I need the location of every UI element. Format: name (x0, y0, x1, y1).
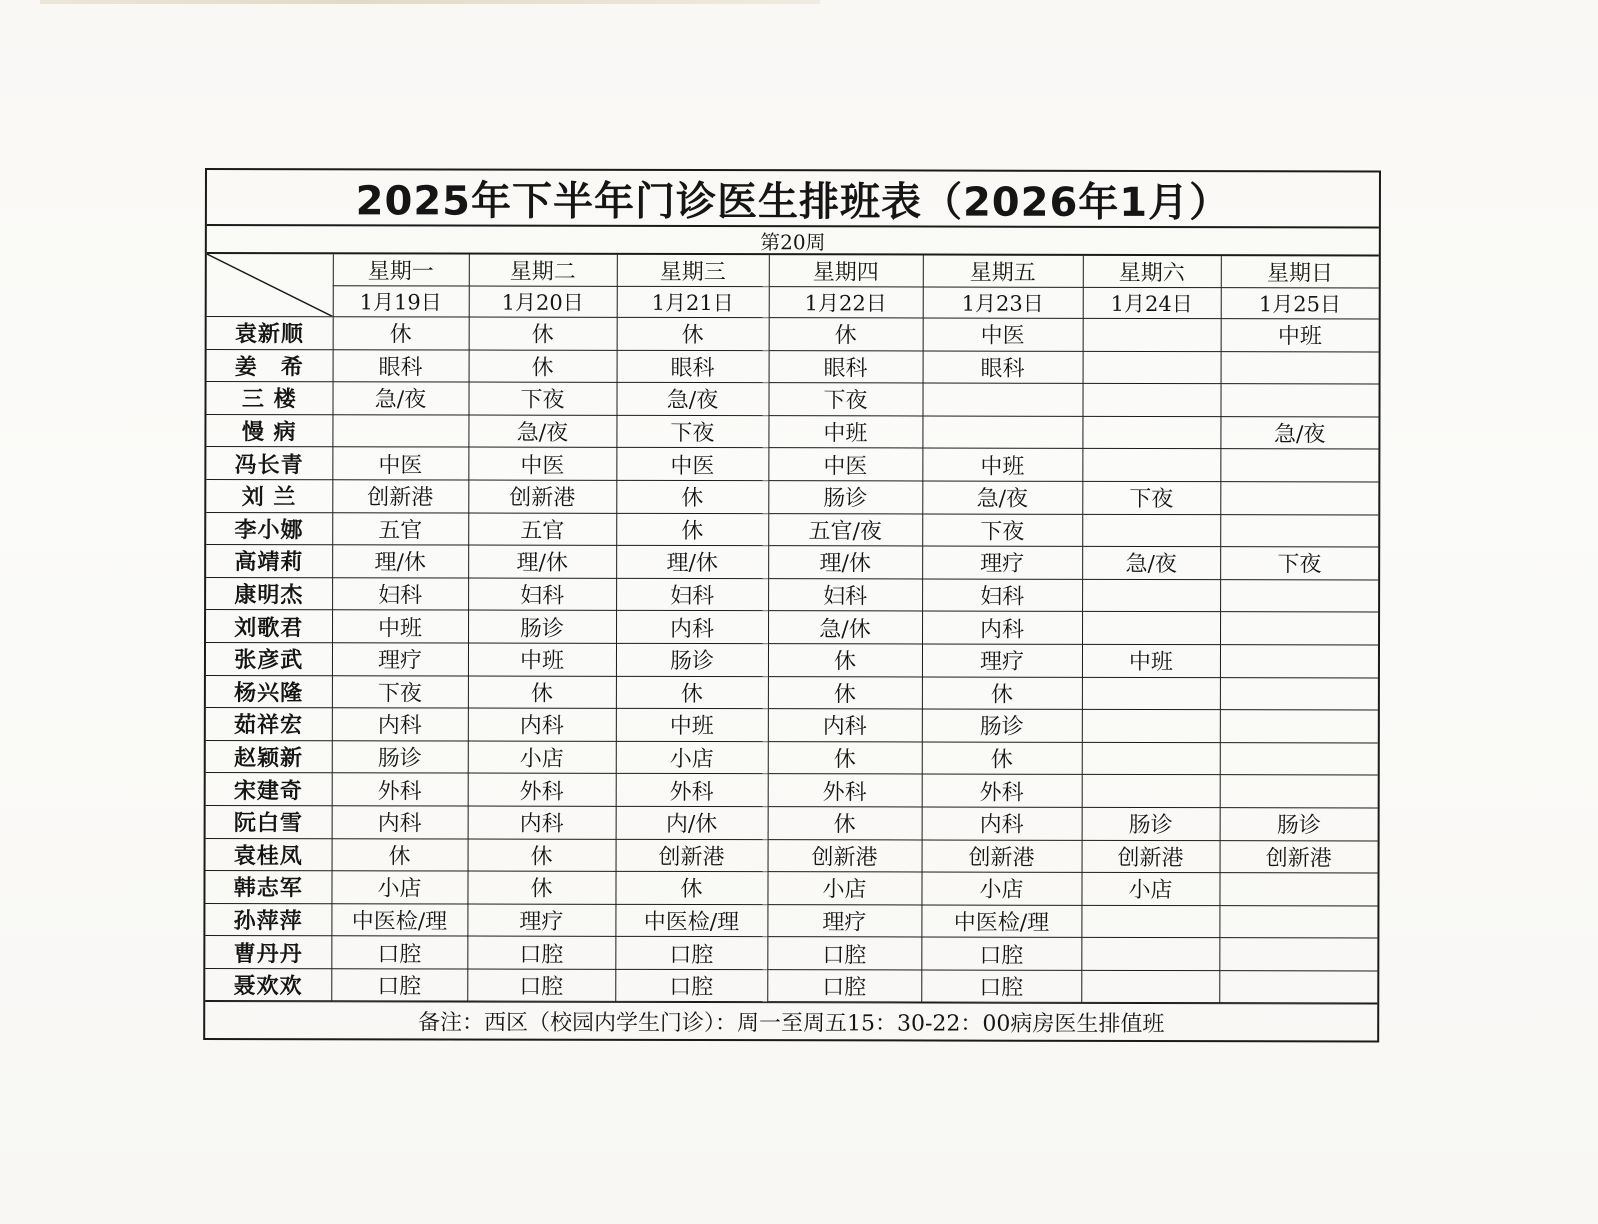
shift-cell: 外科 (332, 773, 468, 806)
shift-cell: 内科 (616, 611, 768, 644)
day-header: 星期二 (469, 255, 617, 287)
shift-cell: 肠诊 (1220, 808, 1378, 841)
shift-cell: 休 (769, 318, 923, 351)
table-row (207, 349, 1379, 384)
doctor-name: 刘歌君 (206, 610, 332, 643)
shift-cell: 眼科 (333, 349, 469, 382)
doctor-name: 三 楼 (206, 382, 332, 415)
shift-cell: 小店 (767, 872, 921, 905)
shift-cell: 创新港 (616, 839, 768, 872)
shift-cell: 急/夜 (1220, 416, 1378, 449)
shift-cell: 眼科 (617, 350, 769, 383)
shift-cell: 内科 (332, 708, 468, 741)
day-header: 星期六 (1083, 256, 1221, 288)
shift-cell: 小店 (616, 741, 768, 774)
date-header-row (207, 286, 1379, 319)
shift-cell (1220, 710, 1378, 743)
shift-cell: 妇科 (332, 578, 468, 611)
shift-cell: 急/夜 (922, 481, 1082, 514)
shift-cell: 内科 (922, 611, 1082, 644)
shift-cell (1081, 938, 1219, 971)
shift-cell: 理/休 (616, 546, 768, 579)
shift-cell: 妇科 (768, 578, 922, 611)
doctor-name: 姜 希 (207, 349, 333, 382)
shift-cell: 理/休 (332, 545, 468, 578)
shift-cell (1081, 970, 1219, 1003)
shift-cell: 内科 (468, 806, 616, 839)
table-row (207, 317, 1379, 352)
shift-cell (1220, 579, 1378, 612)
shift-cell (1221, 351, 1379, 384)
shift-cell (1219, 938, 1377, 971)
doctor-name: 阮白雪 (206, 805, 332, 838)
day-header: 星期四 (769, 255, 923, 287)
date-header: 1月21日 (617, 286, 769, 317)
doctor-name: 张彦武 (206, 642, 332, 675)
shift-cell: 中医检/理 (331, 903, 467, 936)
schedule-sheet (203, 168, 1381, 1043)
shift-cell: 口腔 (615, 969, 767, 1002)
shift-cell: 下夜 (332, 675, 468, 708)
shift-cell: 创新港 (1082, 840, 1220, 873)
shift-cell: 口腔 (331, 969, 467, 1002)
shift-cell: 中班 (922, 448, 1082, 481)
shift-cell: 口腔 (921, 970, 1081, 1003)
table-row (206, 382, 1378, 417)
shift-cell: 创新港 (922, 840, 1082, 873)
shift-cell (1083, 318, 1221, 351)
shift-cell: 外科 (616, 774, 768, 807)
shift-cell (1219, 971, 1377, 1004)
shift-cell: 下夜 (468, 382, 616, 415)
table-row (205, 968, 1377, 1003)
shift-cell: 中医检/理 (615, 904, 767, 937)
shift-cell: 理疗 (767, 904, 921, 937)
shift-cell: 下夜 (1220, 547, 1378, 580)
shift-cell (922, 416, 1082, 449)
table-row (206, 805, 1378, 840)
shift-cell: 休 (617, 317, 769, 350)
shift-cell: 五官 (332, 512, 468, 545)
shift-cell (1083, 351, 1221, 384)
shift-cell: 口腔 (467, 969, 615, 1002)
shift-cell: 创新港 (332, 480, 468, 513)
shift-cell (922, 383, 1082, 416)
shift-cell: 休 (468, 839, 616, 872)
shift-cell: 外科 (922, 774, 1082, 807)
shift-cell: 休 (616, 480, 768, 513)
date-header: 1月24日 (1083, 287, 1221, 318)
footnote: 备注：西区（校园内学生门诊）：周一至周五15：30-22：00病房医生排值班 (205, 1001, 1377, 1040)
paper-edge (40, 0, 820, 4)
shift-cell: 休 (333, 317, 469, 350)
table-row (206, 708, 1378, 743)
shift-cell: 小店 (1081, 872, 1219, 905)
shift-cell: 休 (467, 871, 615, 904)
schedule-body (205, 317, 1378, 1004)
shift-cell: 中医检/理 (921, 905, 1081, 938)
doctor-name: 宋建奇 (206, 773, 332, 806)
shift-cell: 理疗 (332, 643, 468, 676)
shift-cell (1220, 677, 1378, 710)
date-header: 1月22日 (769, 287, 923, 318)
doctor-name: 李小娜 (206, 512, 332, 545)
shift-cell: 中医 (468, 447, 616, 480)
shift-cell: 肠诊 (768, 481, 922, 514)
shift-cell (1220, 742, 1378, 775)
shift-cell: 休 (616, 513, 768, 546)
shift-cell: 外科 (768, 774, 922, 807)
doctor-name: 刘 兰 (206, 479, 332, 512)
shift-cell (1220, 612, 1378, 645)
shift-cell: 急/夜 (616, 383, 768, 416)
doctor-name: 康明杰 (206, 577, 332, 610)
shift-cell: 急/夜 (468, 415, 616, 448)
shift-cell (1082, 384, 1220, 417)
shift-cell: 创新港 (768, 839, 922, 872)
shift-cell: 休 (768, 741, 922, 774)
shift-cell: 肠诊 (468, 610, 616, 643)
shift-cell: 理疗 (922, 546, 1082, 579)
shift-cell: 中班 (1082, 644, 1220, 677)
shift-cell: 外科 (468, 773, 616, 806)
shift-cell (1219, 905, 1377, 938)
shift-cell: 小店 (331, 871, 467, 904)
shift-cell: 小店 (468, 741, 616, 774)
shift-cell (1220, 645, 1378, 678)
date-header: 1月23日 (923, 287, 1083, 318)
shift-cell: 休 (768, 807, 922, 840)
table-row (206, 838, 1378, 873)
shift-cell: 中医 (768, 448, 922, 481)
shift-cell: 中班 (332, 610, 468, 643)
schedule-table (205, 254, 1379, 1004)
doctor-name: 杨兴隆 (206, 675, 332, 708)
shift-cell: 口腔 (921, 937, 1081, 970)
shift-cell: 休 (922, 742, 1082, 775)
table-row (206, 545, 1378, 580)
shift-cell (1082, 775, 1220, 808)
shift-cell: 五官/夜 (768, 513, 922, 546)
shift-cell: 妇科 (468, 578, 616, 611)
shift-cell (1082, 709, 1220, 742)
diagonal-line (207, 254, 333, 316)
shift-cell (1220, 775, 1378, 808)
shift-cell (1082, 449, 1220, 482)
shift-cell: 休 (469, 350, 617, 383)
shift-cell: 内科 (768, 709, 922, 742)
shift-cell: 眼科 (769, 350, 923, 383)
shift-cell (1219, 873, 1377, 906)
table-row (206, 642, 1378, 677)
date-header: 1月20日 (469, 286, 617, 317)
shift-cell: 内科 (922, 807, 1082, 840)
shift-cell: 理/休 (768, 546, 922, 579)
shift-cell: 肠诊 (922, 709, 1082, 742)
shift-cell: 口腔 (615, 937, 767, 970)
shift-cell (332, 415, 468, 448)
table-row (205, 903, 1377, 938)
shift-cell: 五官 (468, 513, 616, 546)
shift-cell: 理/休 (468, 545, 616, 578)
day-header: 星期五 (923, 256, 1083, 288)
shift-cell: 肠诊 (332, 740, 468, 773)
shift-cell (1082, 742, 1220, 775)
shift-cell (1081, 905, 1219, 938)
shift-cell: 内/休 (616, 806, 768, 839)
shift-cell (1082, 677, 1220, 710)
doctor-name: 孙萍萍 (205, 903, 331, 936)
table-row (206, 740, 1378, 775)
shift-cell: 中班 (768, 415, 922, 448)
shift-cell: 休 (468, 676, 616, 709)
doctor-name: 袁桂凤 (206, 838, 332, 871)
table-row (206, 610, 1378, 645)
day-header: 星期日 (1221, 256, 1379, 288)
shift-cell: 口腔 (467, 936, 615, 969)
date-header: 1月19日 (333, 286, 469, 317)
shift-cell: 理疗 (467, 904, 615, 937)
shift-cell: 下夜 (768, 383, 922, 416)
shift-cell (1220, 384, 1378, 417)
day-header-row (207, 254, 1379, 288)
shift-cell (1082, 514, 1220, 547)
date-header: 1月25日 (1221, 288, 1379, 319)
doctor-name: 韩志军 (205, 871, 331, 904)
shift-cell: 休 (469, 317, 617, 350)
shift-cell: 中医 (332, 447, 468, 480)
shift-cell: 口腔 (331, 936, 467, 969)
shift-cell: 急/休 (768, 611, 922, 644)
table-row (206, 773, 1378, 808)
shift-cell: 创新港 (468, 480, 616, 513)
shift-cell: 休 (615, 871, 767, 904)
shift-cell: 中班 (468, 643, 616, 676)
shift-cell: 急/夜 (1082, 546, 1220, 579)
shift-cell: 中班 (616, 708, 768, 741)
shift-cell: 创新港 (1220, 840, 1378, 873)
shift-cell: 下夜 (1082, 481, 1220, 514)
day-header: 星期一 (333, 254, 469, 286)
shift-cell: 小店 (921, 872, 1081, 905)
table-row (205, 936, 1377, 971)
doctor-name: 茹祥宏 (206, 708, 332, 741)
corner-cell (207, 254, 333, 317)
table-row (206, 479, 1378, 514)
shift-cell: 肠诊 (616, 643, 768, 676)
doctor-name: 慢 病 (206, 414, 332, 447)
shift-cell: 休 (616, 676, 768, 709)
doctor-name: 聂欢欢 (205, 968, 331, 1001)
table-row (206, 447, 1378, 482)
shift-cell (1220, 514, 1378, 547)
shift-cell: 下夜 (616, 415, 768, 448)
shift-cell: 休 (332, 838, 468, 871)
table-row (206, 675, 1378, 710)
page-title: 2025年下半年门诊医生排班表（2026年1月） (207, 170, 1379, 228)
doctor-name: 袁新顺 (207, 317, 333, 350)
shift-cell: 休 (768, 676, 922, 709)
shift-cell: 口腔 (767, 937, 921, 970)
shift-cell (1220, 449, 1378, 482)
shift-cell: 急/夜 (332, 382, 468, 415)
shift-cell: 口腔 (767, 970, 921, 1003)
shift-cell: 下夜 (922, 514, 1082, 547)
shift-cell: 休 (768, 644, 922, 677)
shift-cell: 中医 (923, 318, 1083, 351)
shift-cell (1082, 612, 1220, 645)
shift-cell (1082, 416, 1220, 449)
shift-cell (1220, 482, 1378, 515)
table-row (205, 871, 1377, 906)
table-row (206, 512, 1378, 547)
shift-cell: 妇科 (922, 579, 1082, 612)
shift-cell: 休 (922, 677, 1082, 710)
doctor-name: 曹丹丹 (205, 936, 331, 969)
shift-cell: 中班 (1221, 319, 1379, 352)
shift-cell (1082, 579, 1220, 612)
week-label: 第20周 (207, 226, 1379, 256)
doctor-name: 高靖莉 (206, 545, 332, 578)
table-row (206, 577, 1378, 612)
shift-cell: 内科 (468, 708, 616, 741)
doctor-name: 冯长青 (206, 447, 332, 480)
table-row (206, 414, 1378, 449)
shift-cell: 理疗 (922, 644, 1082, 677)
shift-cell: 妇科 (616, 578, 768, 611)
day-header: 星期三 (617, 255, 769, 287)
shift-cell: 中医 (616, 448, 768, 481)
shift-cell: 眼科 (923, 351, 1083, 384)
doctor-name: 赵颖新 (206, 740, 332, 773)
shift-cell: 内科 (332, 806, 468, 839)
shift-cell: 肠诊 (1082, 807, 1220, 840)
